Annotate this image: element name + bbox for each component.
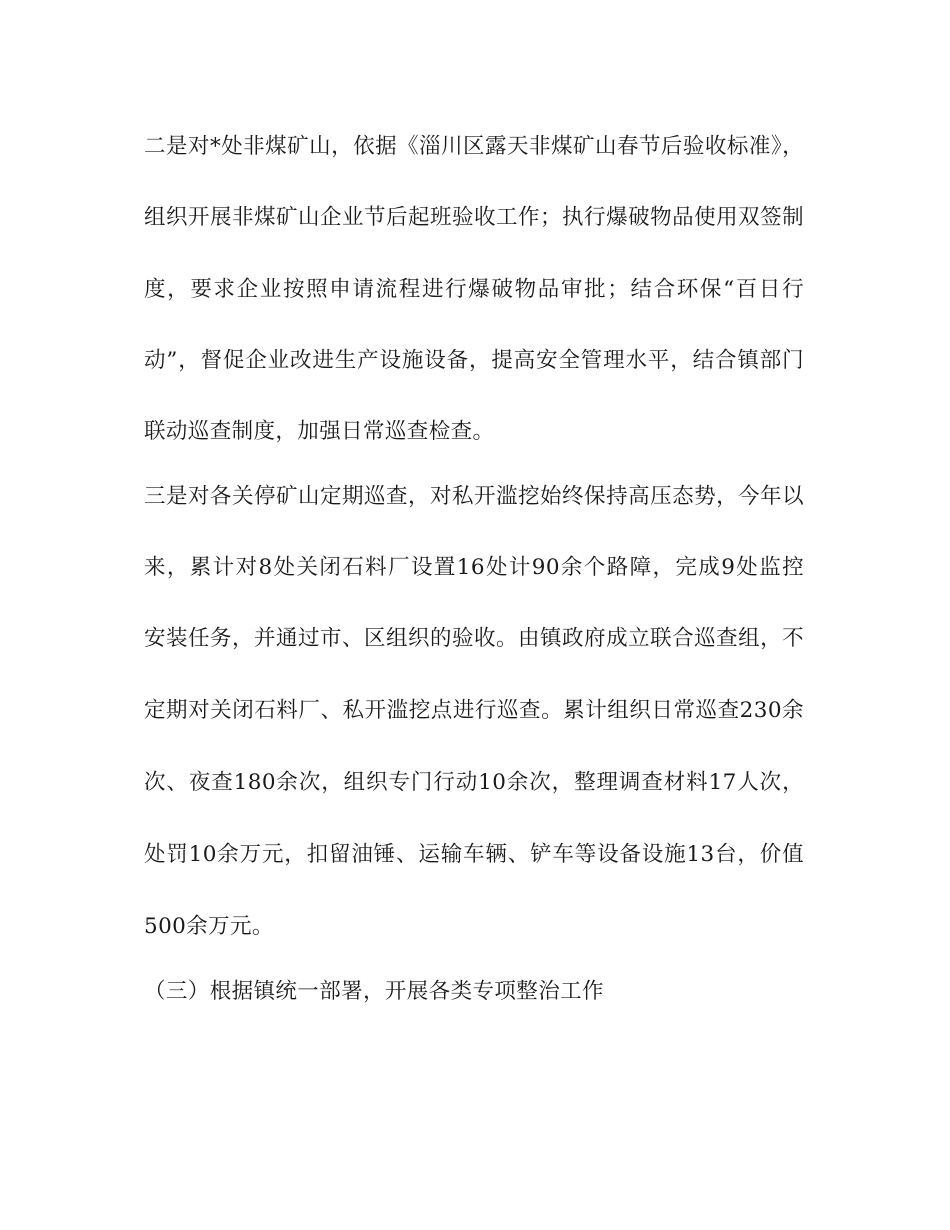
paragraph-line: 定期对关闭石料厂、私开滥挖点进行巡查。累计组织日常巡查230余 bbox=[144, 698, 804, 723]
paragraph-line: 500余万元。 bbox=[144, 914, 274, 939]
paragraph-line: 次、夜查180余次，组织专门行动10余次，整理调查材料17人次， bbox=[144, 770, 804, 795]
paragraph-line: 处罚10余万元，扣留油锤、运输车辆、铲车等设备设施13台，价值 bbox=[144, 842, 804, 867]
paragraph-line: 组织开展非煤矿山企业节后起班验收工作；执行爆破物品使用双签制 bbox=[144, 205, 804, 230]
paragraph-line: 安装任务，并通过市、区组织的验收。由镇政府成立联合巡查组，不 bbox=[144, 626, 804, 651]
paragraph-line: 联动巡查制度，加强日常巡查检查。 bbox=[144, 419, 495, 444]
paragraph-line: 来，累计对8处关闭石料厂设置16处计90余个路障，完成9处监控 bbox=[144, 555, 804, 580]
paragraph-line: 三是对各关停矿山定期巡查，对私开滥挖始终保持高压态势，今年以 bbox=[144, 484, 804, 509]
paragraph-line: 二是对*处非煤矿山，依据《淄川区露天非煤矿山春节后验收标准》， bbox=[144, 134, 804, 159]
paragraph-line: 动”，督促企业改进生产设施设备，提高安全管理水平，结合镇部门 bbox=[144, 348, 804, 373]
paragraph-line: 度，要求企业按照申请流程进行爆破物品审批；结合环保“百日行 bbox=[144, 277, 804, 302]
section-heading: （三）根据镇统一部署，开展各类专项整治工作 bbox=[144, 979, 604, 1004]
